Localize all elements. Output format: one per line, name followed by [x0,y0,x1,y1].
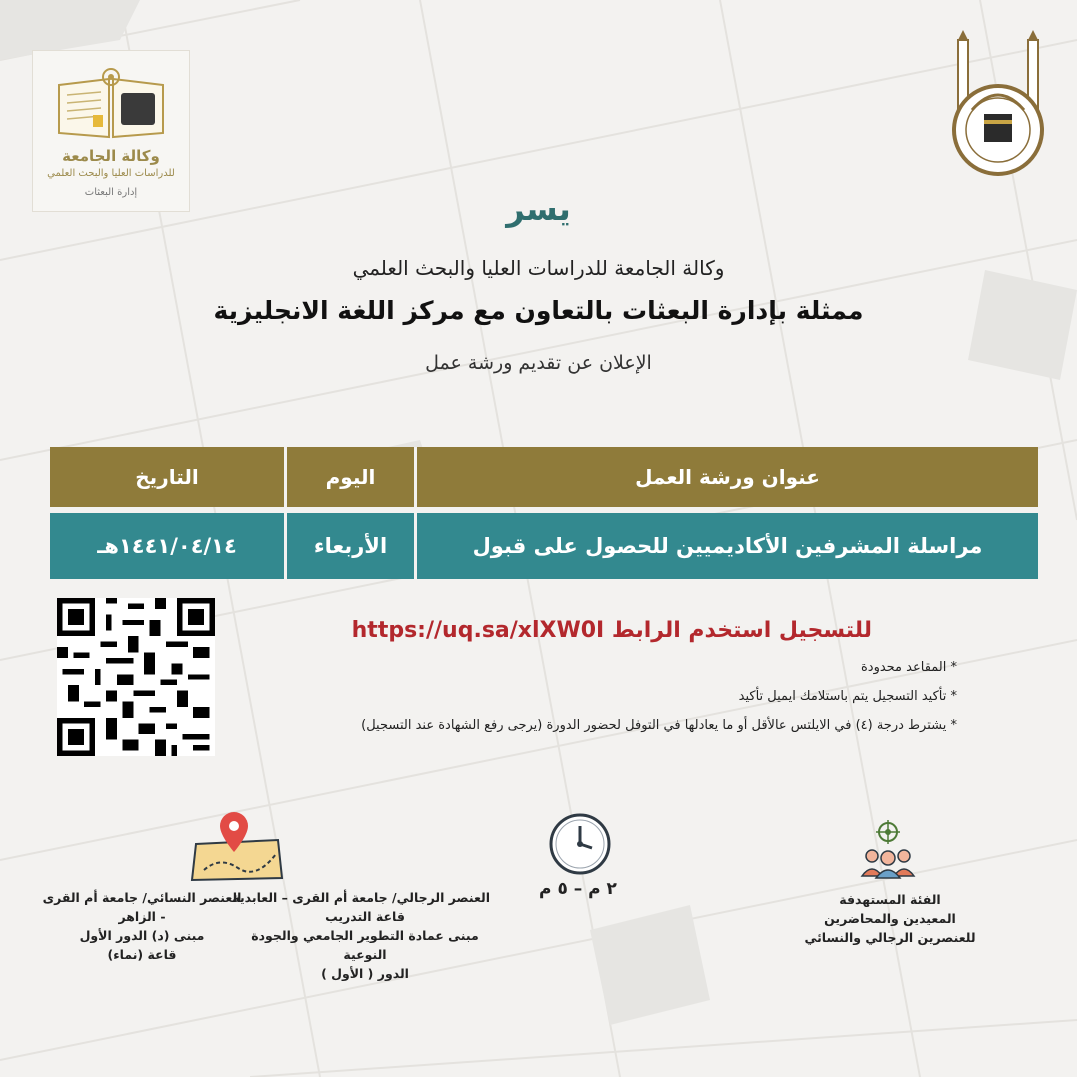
workshop-day: الأربعاء [284,513,414,579]
target-audience-line: الفئة المستهدفة [839,892,941,907]
female-location-line: العنصر النسائي/ جامعة أم القرى [42,890,242,905]
male-location-line: النوعية [343,947,387,962]
male-location-line: العنصر الرجالي/ جامعة أم القرى – العابدية [232,890,490,905]
male-location-line: قاعة التدريب [325,909,405,924]
female-location-line: مبنى (د) الدور الأول [79,928,205,943]
workshop-date: ١٤٤١/٠٤/١٤هـ [97,534,237,558]
announcement-line: الإعلان عن تقديم ورشة عمل [425,352,652,374]
university-seal-icon [948,30,1048,180]
female-location-line: - الزاهر [118,909,166,924]
male-location-line: الدور ( الأول ) [321,966,409,981]
female-location [42,888,242,964]
header-day: اليوم [284,447,414,507]
workshop-time: ٢ م – ٥ م [539,879,617,899]
agency-line: وكالة الجامعة للدراسات العليا والبحث العلمي [352,256,725,280]
header-date: التاريخ [135,465,199,489]
qr-code[interactable] [57,598,215,756]
note-seats: * المقاعد محدودة [860,660,957,675]
target-audience-icon [858,820,918,880]
male-location [232,888,490,983]
workshop-table [50,447,1038,579]
male-location-line: مبنى عمادة التطوير الجامعي والجودة [251,928,479,943]
clock-icon [548,812,612,876]
main-title: ممثلة بإدارة البعثات بالتعاون مع مركز اللغة الانجليزية [213,296,864,325]
female-location-line: قاعة (نماء) [107,947,177,962]
book-emblem-icon [55,67,167,141]
agency-logo [32,50,190,212]
target-audience [800,890,980,947]
table-row [50,513,1038,579]
target-audience-line: للعنصرين الرجالي والنسائي [804,930,976,945]
registration-link[interactable]: للتسجيل استخدم الرابط https://uq.sa/xlXW0I [351,618,872,643]
note-ielts: * يشترط درجة (٤) في الايلتس عالأقل أو ما يعادلها في التوفل لحضور الدورة (يرجى رفع الشهادة عند التسجيل) [361,718,957,733]
note-confirmation: * تأكيد التسجيل يتم باستلامك ايميل تأكيد [738,689,957,704]
table-header-row [50,447,1038,507]
department-label: إدارة البعثات [84,187,138,198]
header-title: عنوان ورشة العمل [414,447,1038,507]
headline-yasur: يسر [506,190,571,228]
agency-logo-title: وكالة الجامعة [62,147,160,165]
target-audience-line: المعيدين والمحاضرين [824,911,956,926]
workshop-title: مراسلة المشرفين الأكاديميين للحصول على قبول [414,513,1038,579]
agency-logo-subtitle: للدراسات العليا والبحث العلمي [47,168,175,179]
map-pin-icon [190,810,284,882]
